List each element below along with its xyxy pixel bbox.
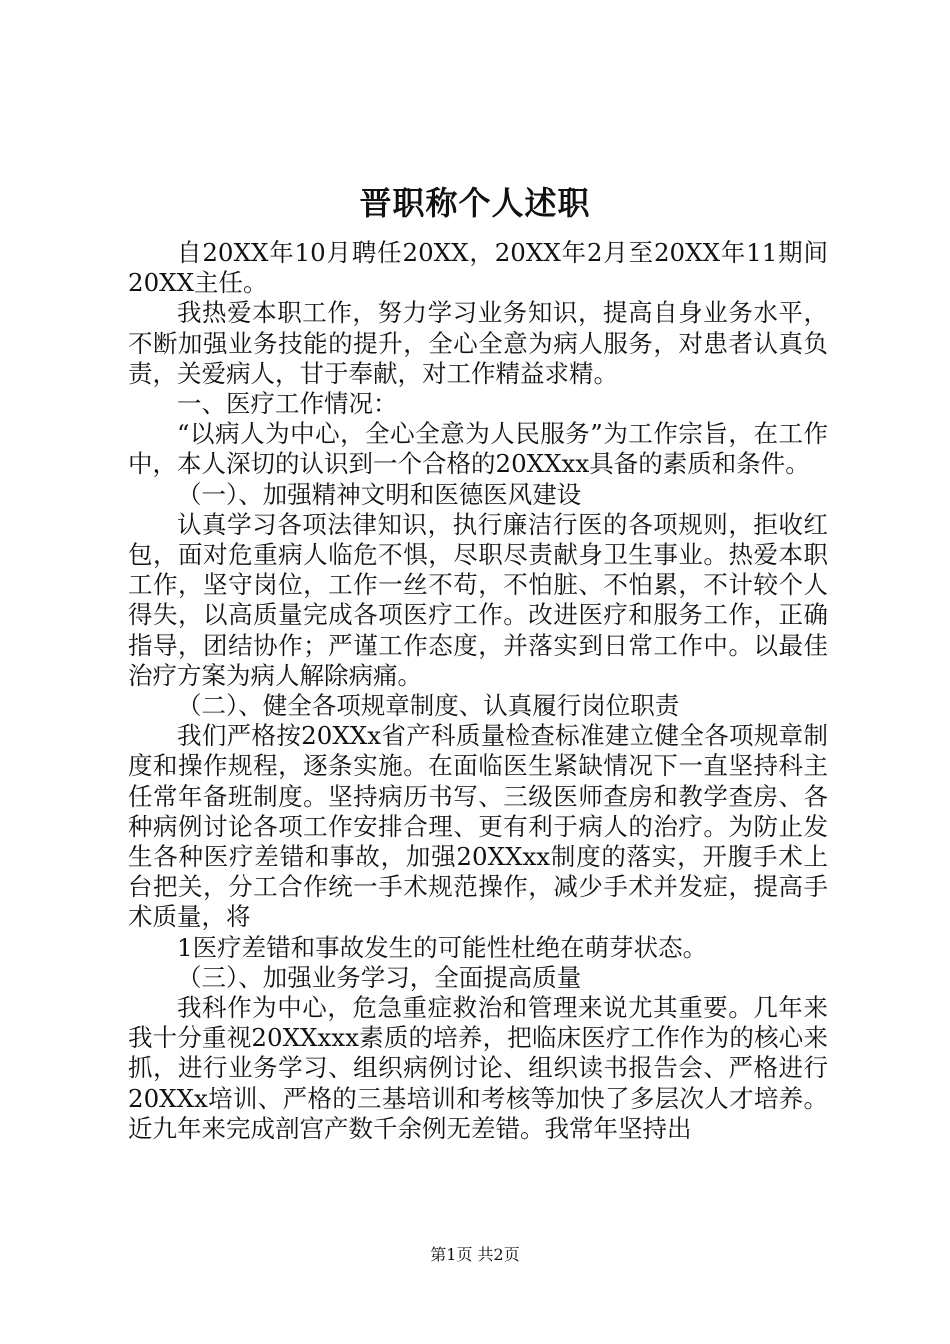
document-body xyxy=(128,238,828,1144)
section-heading-medical-work: 一、医疗工作情况： xyxy=(177,389,398,419)
page-footer: 第1页 共2页 xyxy=(430,1245,520,1264)
paragraph-purpose: “以病人为中心，全心全意为人民服务”为工作宗旨，在工作中，本人深切的认识到一个合格的20XXxx具备的素质和条件。 xyxy=(128,419,828,479)
document-title: 晋职称个人述职 xyxy=(359,184,591,222)
paragraph-study: 我科作为中心，危急重症救治和管理来说尤其重要。几年来我十分重视20XXxxx素质的培养，把临床医疗工作作为的核心来抓，进行业务学习、组织病例讨论、组织读书报告会、严格进行20XXx培训、严格的三基培训和考核等加快了多层次人才培养。近九年来完成剖宫产数千余例无差错。我常年坚持出 xyxy=(128,993,828,1143)
paragraph-rules: 我们严格按20XXx省产科质量检查标准建立健全各项规章制度和操作规程，逐条实施。在面临医生紧缺情况下一直坚持科主任常年备班制度。坚持病历书写、三级医师查房和教学查房、各种病例讨论各项工作安排合理、更有利于病人的治疗。为防止发生各种医疗差错和事故，加强20XXxx制度的落实，开腹手术上台把关，分工合作统一手术规范操作，减少手术并发症，提高手术质量，将 xyxy=(128,721,828,932)
paragraph-ethics: 认真学习各项法律知识，执行廉洁行医的各项规则，拒收红包，面对危重病人临危不惧，尽职尽责献身卫生事业。热爱本职工作，坚守岗位，工作一丝不苟，不怕脏、不怕累，不计较个人得失，以高质量完成各项医疗工作。改进医疗和服务工作，正确指导，团结协作；严谨工作态度，并落实到日常工作中。以最佳治疗方案为病人解除病痛。 xyxy=(128,509,828,690)
subsection-heading-ethics: （一）、加强精神文明和医德医风建设 xyxy=(177,479,582,509)
paragraph-attitude: 我热爱本职工作，努力学习业务知识，提高自身业务水平，不断加强业务技能的提升，全心全意为病人服务，对患者认真负责，关爱病人，甘于奉献，对工作精益求精。 xyxy=(128,298,828,388)
paragraph-intro: 自20XX年10月聘任20XX，20XX年2月至20XX年11期间20XX主任。 xyxy=(128,238,828,298)
subsection-heading-rules: （二）、健全各项规章制度、认真履行岗位职责 xyxy=(177,691,680,721)
paragraph-rules-continued: 1医疗差错和事故发生的可能性杜绝在萌芽状态。 xyxy=(177,932,708,962)
subsection-heading-study: （三）、加强业务学习，全面提高质量 xyxy=(177,962,582,992)
